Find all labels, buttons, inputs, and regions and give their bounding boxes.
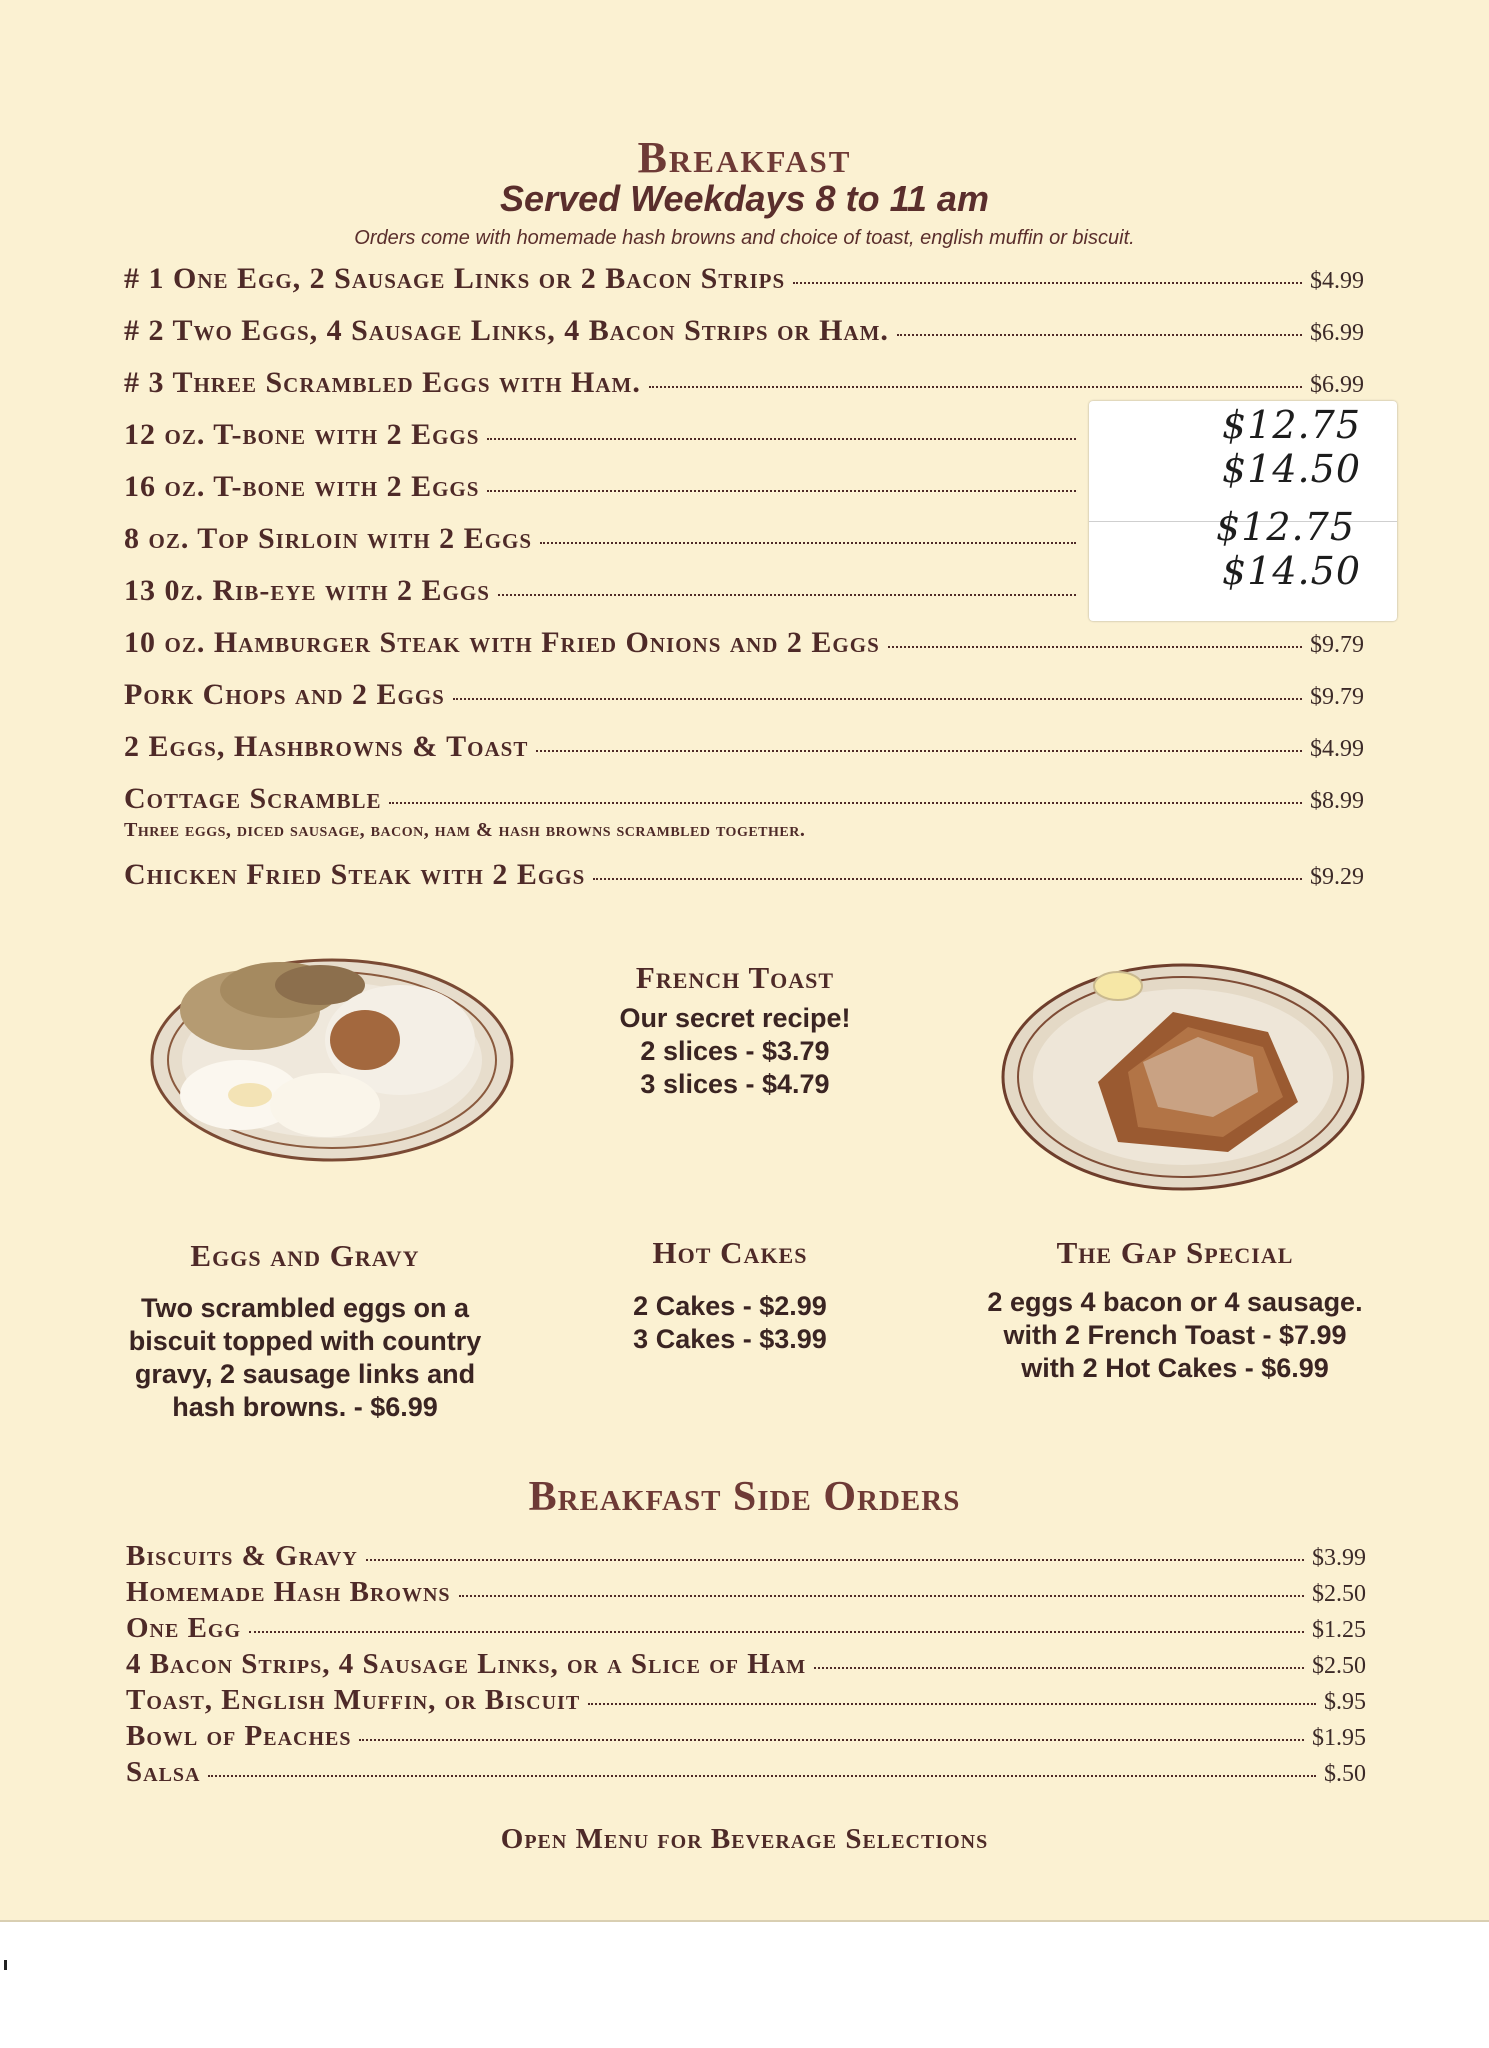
leader-dots [487, 490, 1076, 492]
side-name: Biscuits & Gravy [126, 1540, 358, 1572]
scan-artifact [4, 1960, 7, 1970]
side-name: One Egg [126, 1612, 242, 1644]
side-price: $1.95 [1312, 1725, 1366, 1751]
item-name: 12 oz. T-bone with 2 Eggs [124, 418, 480, 451]
menu-title: Breakfast [637, 133, 852, 182]
hot-cakes-line: 3 Cakes - $3.99 [633, 1324, 827, 1354]
menu-item [124, 858, 1364, 892]
leader-dots [649, 386, 1302, 388]
item-name: Cottage Scramble [124, 782, 382, 815]
item-name: 16 oz. T-bone with 2 Eggs [124, 470, 480, 503]
item-name: # 2 Two Eggs, 4 Sausage Links, 4 Bacon Strips or Ham. [124, 314, 889, 347]
menu-item [124, 366, 1364, 400]
menu-subtitle: Served Weekdays 8 to 11 am [500, 178, 989, 219]
side-item [126, 1576, 1366, 1609]
side-item [126, 1756, 1366, 1789]
french-toast-line: Our secret recipe! [619, 1003, 851, 1033]
handwritten-price: $14.50 [1222, 549, 1361, 593]
side-item [126, 1612, 1366, 1645]
item-name: # 3 Three Scrambled Eggs with Ham. [124, 366, 641, 399]
menu-item [124, 782, 1364, 816]
item-name: # 1 One Egg, 2 Sausage Links or 2 Bacon Strips [124, 262, 786, 295]
leader-dots [814, 1667, 1304, 1669]
side-name: Bowl of Peaches [126, 1720, 352, 1752]
side-name: Homemade Hash Browns [126, 1576, 451, 1608]
french-toast-line: 3 slices - $4.79 [640, 1069, 830, 1099]
item-price: $8.99 [1310, 788, 1364, 814]
eggs-and-gravy-title: Eggs and Gravy [190, 1238, 420, 1273]
side-name: 4 Bacon Strips, 4 Sausage Links, or a Slice of Ham [126, 1648, 807, 1680]
handwritten-price: $14.50 [1222, 447, 1361, 491]
gap-special-text [950, 1286, 1400, 1385]
side-item [126, 1648, 1366, 1681]
french-toast-line: 2 slices - $3.79 [640, 1036, 830, 1066]
side-price: $2.50 [1312, 1581, 1366, 1607]
gap-special-line: with 2 French Toast - $7.99 [1003, 1320, 1347, 1350]
side-price: $2.50 [1312, 1653, 1366, 1679]
hot-cakes-title: Hot Cakes [652, 1235, 808, 1270]
leader-dots [536, 750, 1302, 752]
french-toast-text [540, 1002, 930, 1101]
item-name: 13 0z. Rib-eye with 2 Eggs [124, 574, 490, 607]
item-price: $6.99 [1310, 372, 1364, 398]
hot-cakes-line: 2 Cakes - $2.99 [633, 1291, 827, 1321]
cottage-scramble-description: Three eggs, diced sausage, bacon, ham & hash browns scrambled together. [124, 819, 806, 841]
side-price: $.50 [1324, 1761, 1366, 1787]
leader-dots [793, 282, 1302, 284]
gap-special-line: 2 eggs 4 bacon or 4 sausage. [987, 1287, 1363, 1317]
leader-dots [366, 1559, 1304, 1561]
menu-item [124, 314, 1364, 348]
french-toast-plate-image [998, 952, 1378, 1202]
leader-dots [249, 1631, 1304, 1633]
menu-note: Orders come with homemade hash browns and choice of toast, english muffin or biscuit. [354, 227, 1135, 249]
menu-item [124, 262, 1364, 296]
eggs-and-gravy-text [100, 1292, 510, 1424]
eggs-and-gravy-line: hash browns. - $6.99 [172, 1392, 438, 1422]
french-toast-title: French Toast [635, 960, 835, 995]
item-name: 10 oz. Hamburger Steak with Fried Onions and 2 Eggs [124, 626, 880, 659]
leader-dots [588, 1703, 1316, 1705]
item-price: $4.99 [1310, 268, 1364, 294]
price-sticker [1089, 401, 1397, 621]
menu-item [124, 678, 1364, 712]
item-name: Pork Chops and 2 Eggs [124, 678, 445, 711]
leader-dots [389, 802, 1302, 804]
leader-dots [487, 438, 1076, 440]
handwritten-price: $12.75 [1216, 505, 1355, 549]
item-name: Chicken Fried Steak with 2 Eggs [124, 858, 586, 891]
menu-item [124, 626, 1364, 660]
gap-special-line: with 2 Hot Cakes - $6.99 [1021, 1353, 1329, 1383]
eggs-and-gravy-line: gravy, 2 sausage links and [134, 1359, 476, 1389]
leader-dots [888, 646, 1302, 648]
menu-item [124, 730, 1364, 764]
item-price: $4.99 [1310, 736, 1364, 762]
side-price: $3.99 [1312, 1545, 1366, 1571]
eggs-and-gravy-line: Two scrambled eggs on a [140, 1293, 470, 1323]
leader-dots [453, 698, 1302, 700]
breakfast-plate-image [140, 930, 520, 1170]
item-name: 2 Eggs, Hashbrowns & Toast [124, 730, 529, 763]
gap-special-title: The Gap Special [1056, 1235, 1294, 1270]
leader-dots [593, 878, 1302, 880]
leader-dots [359, 1739, 1304, 1741]
menu-item [124, 418, 1084, 452]
item-price: $6.99 [1310, 320, 1364, 346]
leader-dots [897, 334, 1302, 336]
item-price: $9.79 [1310, 632, 1364, 658]
hot-cakes-text [540, 1290, 920, 1356]
beverage-footer: Open Menu for Beverage Selections [500, 1823, 989, 1855]
leader-dots [208, 1775, 1316, 1777]
menu-item [124, 574, 1084, 608]
handwritten-price: $12.75 [1222, 403, 1361, 447]
side-item [126, 1540, 1366, 1573]
eggs-and-gravy-line: biscuit topped with country [128, 1326, 482, 1356]
menu-item [124, 470, 1084, 504]
side-name: Salsa [126, 1756, 201, 1788]
side-orders-title: Breakfast Side Orders [528, 1474, 961, 1520]
side-item [126, 1720, 1366, 1753]
item-price: $9.79 [1310, 684, 1364, 710]
side-price: $.95 [1324, 1689, 1366, 1715]
side-name: Toast, English Muffin, or Biscuit [126, 1684, 581, 1716]
leader-dots [459, 1595, 1304, 1597]
item-name: 8 oz. Top Sirloin with 2 Eggs [124, 522, 533, 555]
leader-dots [540, 542, 1076, 544]
side-price: $1.25 [1312, 1617, 1366, 1643]
item-price: $9.29 [1310, 864, 1364, 890]
menu-item [124, 522, 1084, 556]
leader-dots [498, 594, 1076, 596]
side-item [126, 1684, 1366, 1717]
